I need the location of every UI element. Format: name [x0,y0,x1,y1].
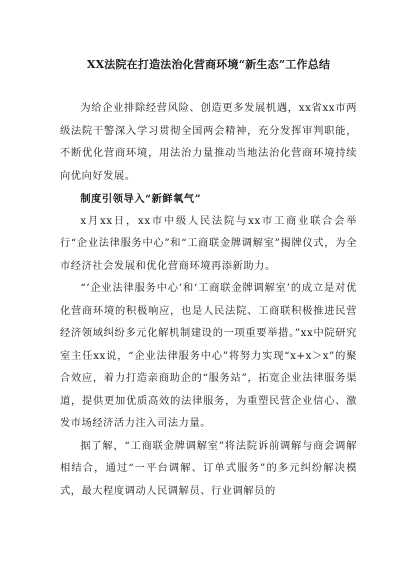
body-paragraph-3: 据了解，“工商联金牌调解室”将法院诉前调解与商会调解相结合，通过“一平台调解、订单式服务”的多元纠纷解决模式，最大程度调动人民调解员、行业调解员的 [60,440,357,497]
intro-paragraph: 为给企业排除经营风险、创造更多发展机遇，xx省xx市两级法院干警深入学习贯彻全国两会精神，充分发挥审判职能，不断优化营商环境，用法治力量推动当地法治化营商环境持续向优向好发展。 [60,103,357,182]
section-heading: 制度引领导入“新鲜氧气” [80,193,202,205]
body-paragraph-2: “‘企业法律服务中心’和‘工商联金牌调解室’的成立是对优化营商环境的积极响应，也是人民法院、工商联积极推进民营经济领域纠纷多元化解机制建设的一项重要举措。”xx中院研究室主任xx说，“企业法律服务中心”将努力实现“x+x＞x”的聚合效应，着力打造亲商助企的“服务站”，拓宽企业法律服务渠道，提供更加优质高效的法律服务，为重塑民营企业信心、激发市场经济活力注入司法力量。 [60,283,357,429]
document-title: XX法院在打造法治化营商环境“新生态”工作总结 [86,58,331,71]
body-paragraph-1: x月xx日，xx市中级人民法院与xx市工商业联合会举行“企业法律服务中心”和“工商联金牌调解室”揭牌仪式，为全市经济社会发展和优化营商环境再添新助力。 [60,215,357,272]
